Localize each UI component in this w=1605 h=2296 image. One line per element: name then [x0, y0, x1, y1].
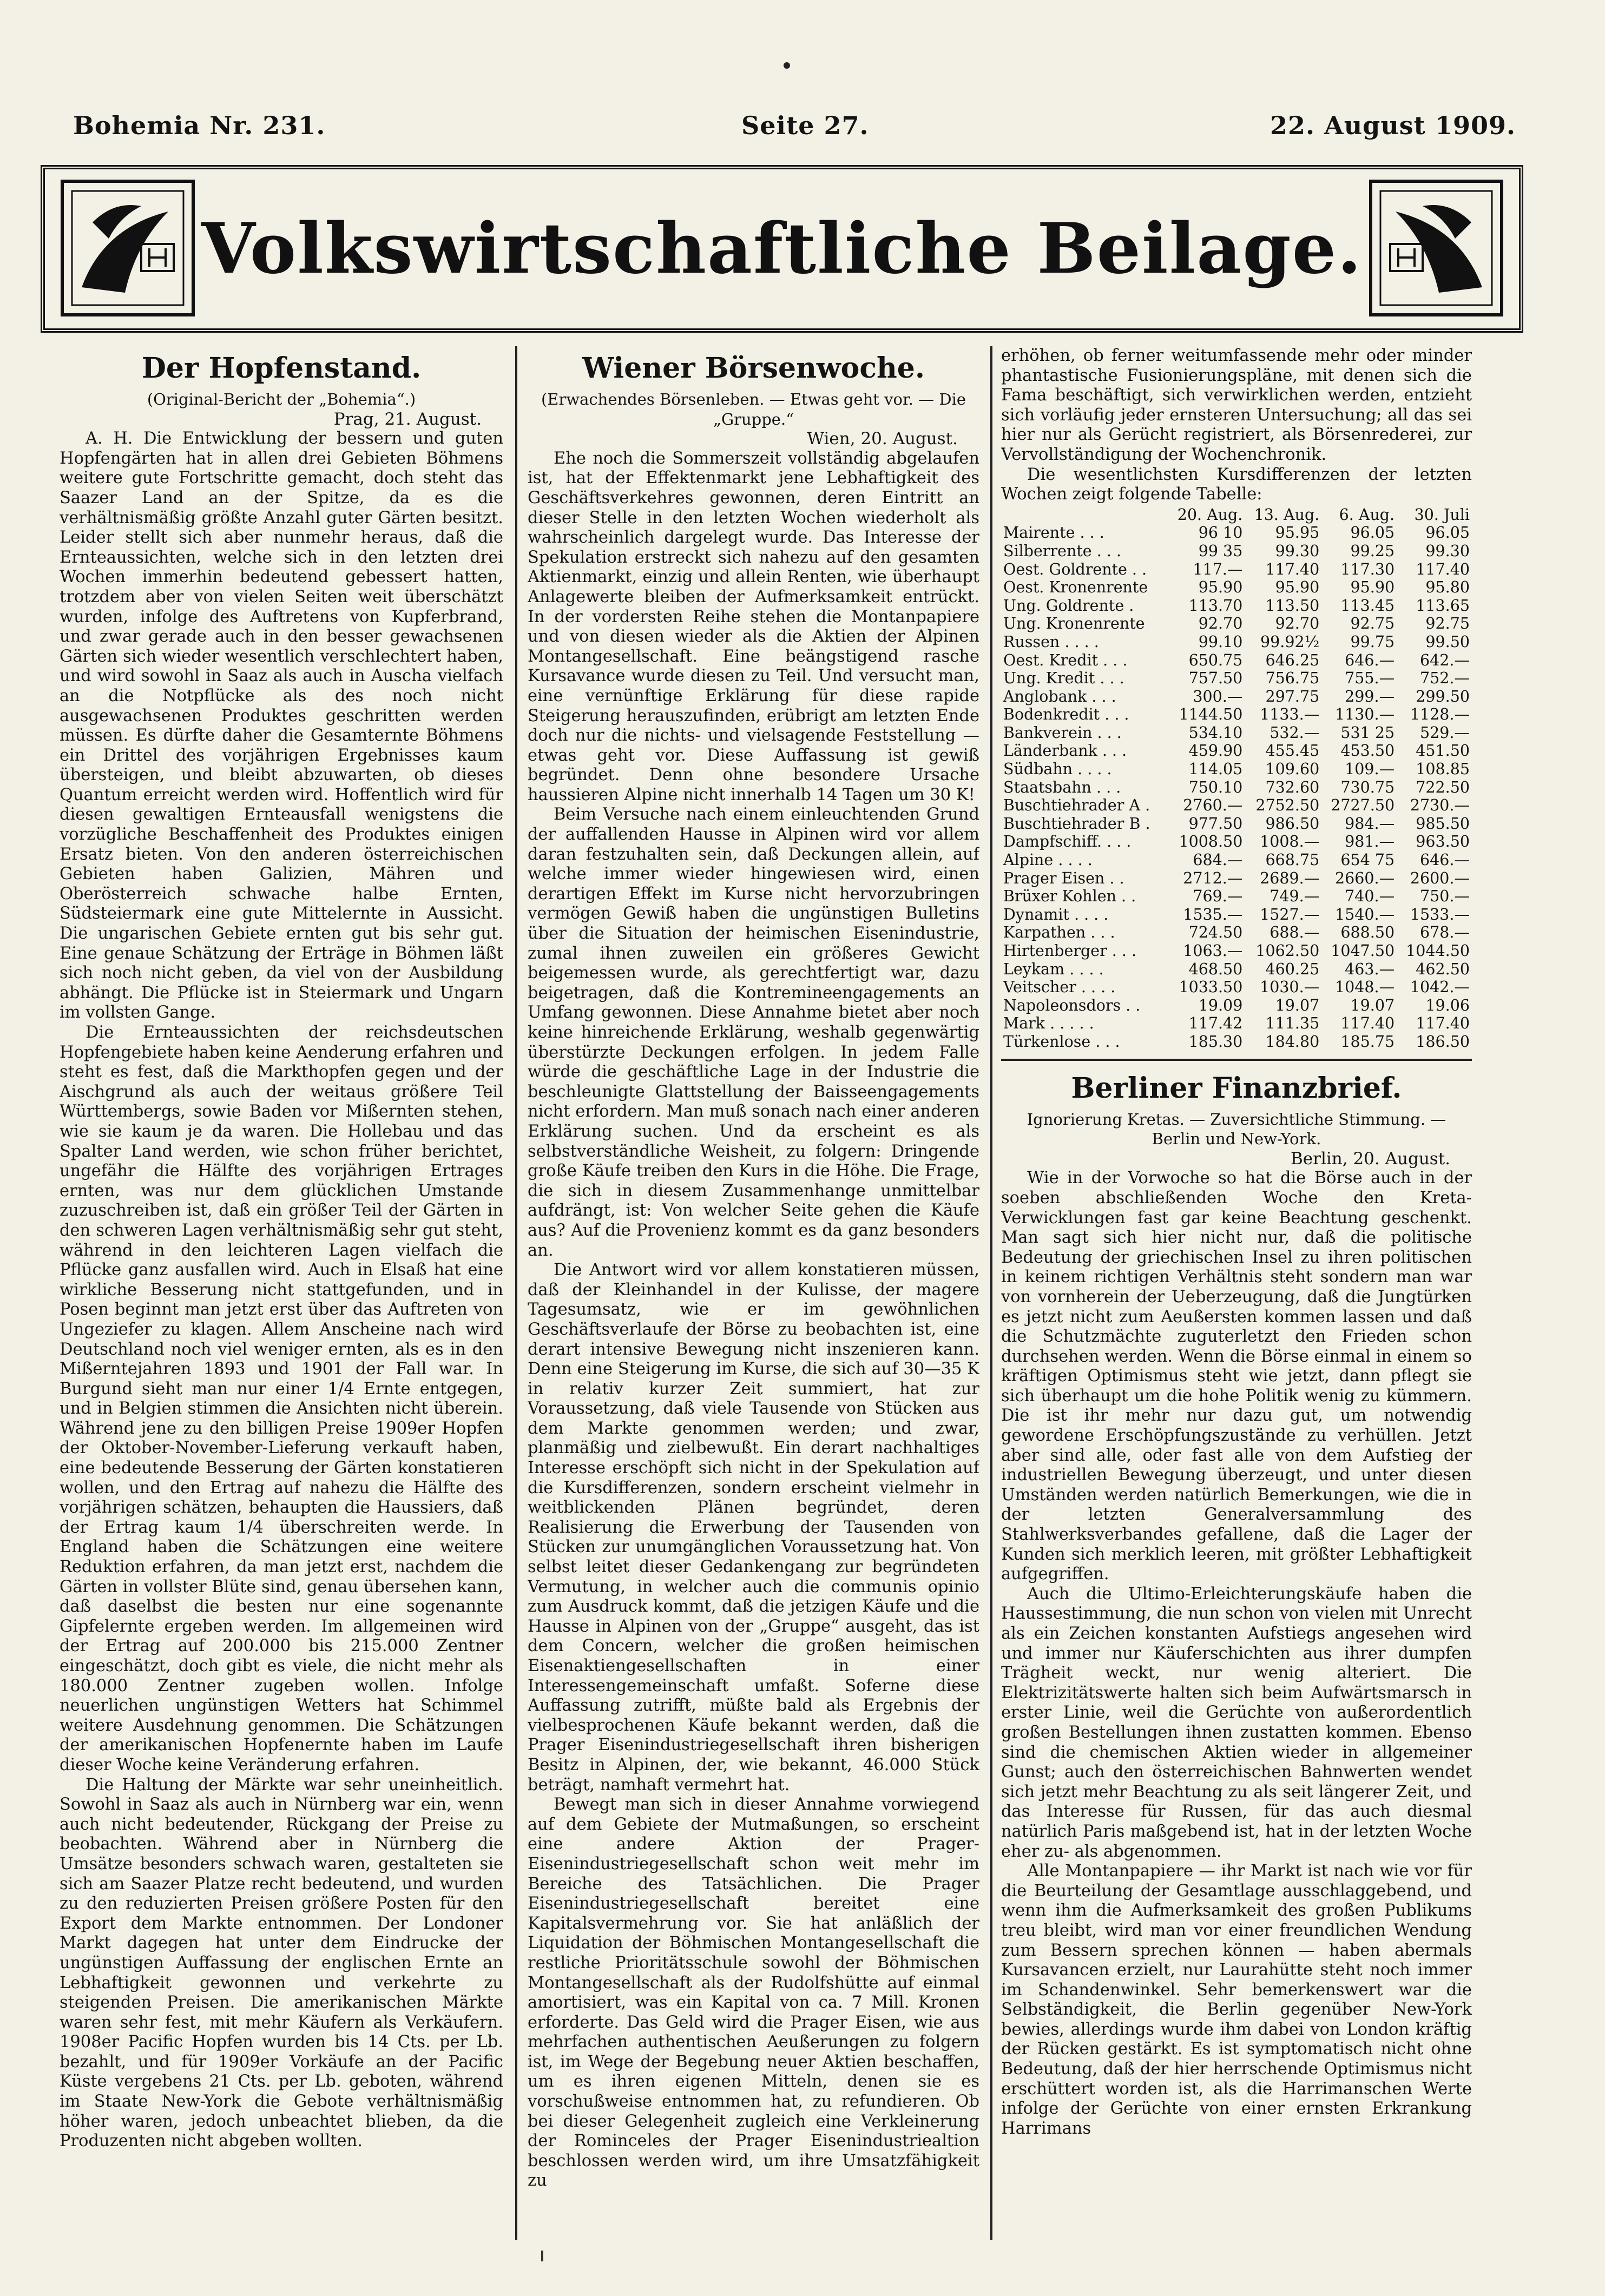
price-cell: 468.50 — [1188, 960, 1243, 978]
table-row — [1001, 906, 1472, 924]
price-cell: 534.10 — [1188, 723, 1243, 742]
price-cell: 185.75 — [1340, 1032, 1395, 1051]
security-name: Dampfschiff. . . . — [1003, 833, 1132, 851]
price-cell: 688.— — [1269, 923, 1320, 942]
price-cell: 2660.— — [1335, 869, 1395, 887]
table-row — [1001, 1033, 1472, 1051]
table-row — [1001, 815, 1472, 833]
table-row — [1001, 833, 1472, 851]
price-cell: 92.70 — [1275, 615, 1320, 633]
price-cell: 1030.— — [1260, 978, 1320, 997]
price-cell: 688.50 — [1340, 923, 1395, 942]
price-cell: 184.80 — [1265, 1032, 1320, 1051]
issue-number: Bohemia Nr. 231. — [73, 111, 326, 140]
price-cell: 95.90 — [1198, 578, 1243, 597]
price-cell: 1048.— — [1335, 978, 1395, 997]
price-cell: 186.50 — [1416, 1032, 1470, 1051]
price-cell: 2689.— — [1260, 869, 1320, 887]
price-cell: 750.— — [1420, 887, 1470, 906]
table-row — [1001, 942, 1472, 960]
table-row — [1001, 705, 1472, 724]
table-row — [1001, 651, 1472, 670]
price-cell: 99.30 — [1425, 542, 1470, 560]
table-row — [1001, 578, 1472, 597]
price-cell: 1008.50 — [1179, 833, 1243, 851]
ornament-left-icon — [60, 179, 195, 317]
price-cell: 96.05 — [1425, 524, 1470, 542]
article-dateline: Berlin, 20. August. — [1291, 1149, 1450, 1169]
article-paragraph: Auch die Ultimo-Erleichterungskäufe haben die Haussestimmung, die nun schon von vielen mit Unrecht als ein Zeichen konstanten Aufstiegs angesehen wird und immer nur Käuferschichten aus ihrer dumpfen Trägheit weckt, nur wenig alteriert. Die Elektrizitätswerte halten sich beim Aufwärtsmarsch in erster Linie, weil die Gerüchte von außerordentlich großen Bestellungen ihnen zustatten kommen. Ebenso sind die chemischen Aktien wieder in allgemeiner Gunst; auch den österreichischen Bahnwerten wendet sich jetzt mehr Beachtung zu als seit längerer Zeit, und das Interesse für Russen, für das auch diesmal natürlich Paris maßgebend ist, hat in der letzten Woche eher zu- als abgenommen. — [1001, 1584, 1472, 1861]
price-cell: 755.— — [1345, 669, 1395, 688]
price-cell: 92.75 — [1425, 615, 1470, 633]
price-cell: 92.70 — [1198, 615, 1243, 633]
article-subtitle: Ignorierung Kretas. — Zuversichtliche Stimmung. — Berlin und New-York. — [1027, 1110, 1446, 1149]
security-name: Alpine . . . . — [1003, 851, 1093, 869]
security-name: Türkenlose . . . — [1003, 1032, 1120, 1051]
security-name: Buschtiehrader B . — [1003, 814, 1150, 833]
security-name: Leykam . . . . — [1003, 960, 1104, 978]
price-cell: 756.75 — [1265, 669, 1320, 688]
table-row — [1001, 742, 1472, 760]
page-number: Seite 27. — [741, 111, 869, 140]
price-cell: 453.50 — [1340, 742, 1395, 760]
price-cell: 1535.— — [1183, 905, 1243, 923]
table-row — [1001, 669, 1472, 688]
price-cell: 646.— — [1345, 651, 1395, 669]
price-cell: 299.— — [1345, 687, 1395, 705]
price-cell: 752.— — [1420, 669, 1470, 688]
price-cell: 1128.— — [1410, 705, 1470, 724]
article-paragraph: Die Antwort wird vor allem konstatieren müssen, daß der Kleinhandel in der Kulisse, der magere Tagesumsatz, wie er im gewöhnlichen Geschäftsverlaufe der Börse zu beobachten ist, eine derart intensive Bewegung nicht inszenieren kann. Denn eine Steigerung im Kurse, die sich auf 30—35 K in relativ kurzer Zeit summiert, hat zur Voraussetzung, daß viele Tausende von Stücken aus dem Markte genommen werden; und zwar, planmäßig und zielbewußt. Ein derart nachhaltiges Interesse erschöpft sich nicht in der Spekulation auf die Kursdifferenzen, sondern erscheint vielmehr in weitblickenden Plänen begründet, deren Realisierung die Erwerbung der Tausenden von Stücken zur unumgänglichen Voraussetzung hat. Von selbst leitet dieser Gedankengang zur begründeten Vermutung, in welcher auch die communis opinio zum Ausdruck kommt, daß die jetzigen Käufe und die Hausse in Alpinen von der „Gruppe“ ausgeht, das ist dem Concern, welcher die großen heimischen Eisenaktiengesellschaften in einer Interessengemeinschaft umfaßt. Soferne diese Auffassung zutrifft, müßte bald als Ergebnis der vielbesprochenen Käufe bekannt werden, daß die Prager Eisenindustriegesellschaft ihren bisherigen Besitz in Alpinen, der, wie bekannt, 46.000 Stück beträgt, namhaft vermehrt hat. — [528, 1261, 979, 1794]
price-cell: 19.07 — [1350, 996, 1395, 1014]
article-paragraph: Die Ernteaussichten der reichsdeutschen Hopfengebiete haben keine Aenderung erfahren und steht es fest, daß die Markthopfen gegen und der Aischgrund als auch der weitaus größere Teil Württembergs, sowie Baden vor Mißernten stehen, wie sie kaum je da waren. Die Hollebau und das Spalter Land werden, wie schon früher berichtet, ungefähr die Hälfte des vorjährigen Ertrages ernten, was nur dem glücklichen Umstande zuzuschreiben ist, daß ein größer Teil der Gärten in den schweren Lagen verhältnismäßig sehr gut steht, während in den leichteren Lagen vielfach die Pflücke ganz ausfallen wird. Auch in Elsaß hat eine wirkliche Besserung nicht stattgefunden, und in Posen beginnt man jetzt erst über das Auftreten von Ungeziefer zu klagen. Allem Anscheine nach wird Deutschland noch viel weniger ernten, als es in den Mißerntejahren 1893 und 1901 der Fall war. In Burgund sieht man nur einer 1/4 Ernte entgegen, und in Belgien stimmen die Ansichten nicht überein. Während jene zu den billigen Preise 1909er Hopfen der Oktober-November-Lieferung verkauft haben, eine bedeutende Besserung der Gärten konstatieren wollen, und den Ertrag auf nahezu die Hälfte des vorjährigen schätzen, behaupten die Haussiers, daß der Ertrag kaum 1/4 überschreiten werde. In England haben die Schätzungen eine weitere Reduktion erfahren, da man jetzt erst, nachdem die Gärten in vollster Blüte sind, genau übersehen kann, daß daselbst die besten nur eine sogenannte Gipfelernte ergeben werden. Im allgemeinen wird der Ertrag auf 200.000 bis 215.000 Zentner eingeschätzt, doch gibt es viele, die nicht mehr als 180.000 Zentner zugeben wollen. Infolge neuerlichen ungünstigen Wetters hat Schimmel weitere Ausdehnung genommen. Die Schätzungen der amerikanischen Hopfenernte haben im Laufe dieser Woche keine Veränderung erfahren. — [60, 1023, 503, 1774]
price-cell: 460.25 — [1265, 960, 1320, 978]
table-row — [1001, 869, 1472, 888]
price-cell: 113.65 — [1416, 596, 1470, 615]
price-cell: 529.— — [1420, 723, 1470, 742]
price-cell: 459.90 — [1188, 742, 1243, 760]
price-cell: 977.50 — [1188, 814, 1243, 833]
table-body — [1001, 524, 1472, 1051]
print-mark — [784, 62, 790, 69]
price-cell: 642.— — [1420, 651, 1470, 669]
article-paragraph: Bewegt man sich in dieser Annahme vorwiegend auf dem Gebiete der Mutmaßungen, so erscheint eine andere Aktion der Prager-Eisenindustriegesellschaft schon weit mehr im Bereiche des Tatsächlichen. Die Prager Eisenindustriegesellschaft bereitet eine Kapitalsvermehrung vor. Sie hat anläßlich der Liquidation der Böhmischen Montangesellschaft die restliche Prioritätsschule sowohl der Böhmischen Montangesellschaft als der Rudolfshütte auf einmal amortisiert, was ein Kapital von ca. 7 Mill. Kronen erforderte. Das Geld wird die Prager Eisen, wie aus mehrfachen authentischen Aeußerungen zu folgern ist, im Wege der Begebung neuer Aktien beschaffen, um es ihren eigenen Mitteln, denen sie es vorschußweise entnommen hat, zu refundieren. Ob bei dieser Gelegenheit zugleich eine Verkleinerung der Rominceles der Prager Eisenindustriealtion beschlossen werden wird, um ihre Umsatzfähigkeit zu — [528, 1795, 979, 2191]
table-row — [1001, 887, 1472, 906]
ornament-right-icon — [1369, 179, 1504, 317]
price-cell: 730.75 — [1340, 778, 1395, 796]
price-cell: 1063.— — [1183, 942, 1243, 960]
security-name: Veitscher . . . . — [1003, 978, 1116, 997]
table-row — [1001, 633, 1472, 651]
table-row — [1001, 760, 1472, 778]
security-name: Silberrente . . . — [1003, 542, 1122, 560]
price-cell: 113.50 — [1265, 596, 1320, 615]
security-name: Oest. Kredit . . . — [1003, 651, 1128, 669]
price-cell: 750.10 — [1188, 778, 1243, 796]
price-cell: 1130.— — [1335, 705, 1395, 724]
section-masthead — [41, 165, 1523, 333]
article-headline: Der Hopfenstand. — [141, 352, 422, 385]
price-cell: 299.50 — [1416, 687, 1470, 705]
article-vienna-exchange — [528, 346, 979, 2234]
price-cell: 1047.50 — [1331, 942, 1395, 960]
price-cell: 2712.— — [1183, 869, 1243, 887]
price-cell: 678.— — [1420, 923, 1470, 942]
price-cell: 455.45 — [1265, 742, 1320, 760]
table-row — [1001, 778, 1472, 797]
price-cell: 117.42 — [1188, 1014, 1243, 1033]
price-cell: 95.95 — [1275, 524, 1320, 542]
price-cell: 981.— — [1345, 833, 1395, 851]
table-header: 6. Aug. — [1339, 505, 1395, 524]
price-cell: 99 35 — [1198, 542, 1243, 560]
price-cell: 684.— — [1193, 851, 1243, 869]
price-cell: 740.— — [1345, 887, 1395, 906]
price-cell: 99.92½ — [1260, 632, 1320, 651]
price-cell: 19.07 — [1275, 996, 1320, 1014]
price-cell: 757.50 — [1188, 669, 1243, 688]
price-cell: 650.75 — [1188, 651, 1243, 669]
table-row — [1001, 724, 1472, 742]
article-dateline: Prag, 21. August. — [333, 409, 482, 429]
column-rule — [990, 346, 992, 2240]
table-row — [1001, 524, 1472, 542]
price-cell: 96.05 — [1350, 524, 1395, 542]
table-row — [1001, 560, 1472, 579]
price-cell: 117.40 — [1416, 560, 1470, 578]
security-name: Brüxer Kohlen . . — [1003, 887, 1136, 906]
price-cell: 99.25 — [1350, 542, 1395, 560]
price-cell: 1042.— — [1410, 978, 1470, 997]
column-rule — [515, 346, 517, 2240]
price-cell: 95.90 — [1275, 578, 1320, 597]
price-cell: 117.40 — [1340, 1014, 1395, 1033]
table-row — [1001, 960, 1472, 979]
security-name: Ung. Goldrente . — [1003, 596, 1134, 615]
article-paragraph: Ehe noch die Sommerszeit vollständig abgelaufen ist, hat der Effektenmarkt jene Lebhaftigkeit des Geschäftsverkehres gewonnen, deren Eintritt an dieser Stelle in den letzten Wochen wiederholt als wahrscheinlich dargelegt wurde. Das Interesse der Spekulation erstreckt sich nahezu auf den gesamten Aktienmarkt, einzig und allein Renten, wie überhaupt Anlagewerte bleiben der Aufmerksamkeit entrückt. In der vordersten Reihe stehen die Montanpapiere und von diesen wieder als die Aktien der Alpinen Montangesellschaft. Eine beängstigend rasche Kursavance wurde diesen zu Teil. Und versucht man, eine vernünftige Erklärung für diese rapide Steigerung herauszufinden, erübrigt am letzten Ende doch nur die nichts- und vielsagende Feststellung — etwas geht vor. Diese Auffassung ist gewiß begründet. Denn ohne besondere Ursache haussieren Alpine nicht innerhalb 14 Tagen um 30 K! — [528, 448, 979, 804]
article-paragraph: Die wesentlichsten Kursdifferenzen der letzten Wochen zeigt folgende Tabelle: — [1001, 465, 1472, 504]
price-cell: 114.05 — [1188, 760, 1243, 778]
article-subtitle: (Erwachendes Börsenleben. — Etwas geht vor. — Die „Gruppe.“ — [541, 390, 966, 428]
security-name: Mairente . . . — [1003, 524, 1104, 542]
price-cell: 985.50 — [1416, 814, 1470, 833]
price-cell: 95.80 — [1425, 578, 1470, 597]
article-paragraph: Wie in der Vorwoche so hat die Börse auch in der soeben abschließenden Woche den Kreta-Verwicklungen fast gar keine Beachtung geschenkt. Man sagt sich hier nicht nur, daß die politische Bedeutung der griechischen Insel zu ihren politischen in keinem richtigen Verhältnis steht sondern man war von vornherein der Ueberzeugung, daß die Jungtürken es jetzt nicht zum Aeußersten kommen lassen und daß die Schutzmächte zuguterletzt den Frieden schon durchsehen werden. Wenn die Börse einmal in einem so kräftigen Optimismus steht wie jetzt, dann pflegt sie sich überhaupt um die hohe Politik wenig zu kümmern. Die ist ihr mehr nur dazu gut, um notwendig gewordene Erschöpfungszustände zu verhüllen. Jetzt aber sind alle, oder fast alle von dem Aufstieg der industriellen Bewegung überzeugt, und unter diesen Umständen werden natürlich Bemerkungen, wie die in der letzten Generalversammlung des Stahlwerksverbandes gefallene, daß die Lager der Kunden sich merklich leeren, mit größter Lebhaftigkeit aufgegriffen. — [1001, 1169, 1472, 1584]
price-cell: 117.— — [1193, 560, 1243, 578]
table-header — [1001, 506, 1168, 524]
price-cell: 113.70 — [1188, 596, 1243, 615]
price-cell: 113.45 — [1340, 596, 1395, 615]
table-header-row — [1001, 506, 1472, 524]
price-cell: 2760.— — [1183, 796, 1243, 815]
price-cell: 1033.50 — [1179, 978, 1243, 997]
price-cell: 99.30 — [1275, 542, 1320, 560]
price-cell: 2730.— — [1410, 796, 1470, 815]
article-subtitle: (Original-Bericht der „Bohemia“.) — [147, 390, 416, 408]
price-cell: 1540.— — [1335, 905, 1395, 923]
price-cell: 92.75 — [1350, 615, 1395, 633]
price-cell: 99.10 — [1198, 632, 1243, 651]
security-name: Bodenkredit . . . — [1003, 705, 1129, 724]
price-cell: 1133.— — [1260, 705, 1320, 724]
security-name: Ung. Kronenrente — [1003, 615, 1145, 633]
table-row — [1001, 597, 1472, 615]
article-continuation-and-berlin — [1001, 346, 1472, 2234]
issue-date: 22. August 1909. — [1270, 111, 1516, 140]
price-cell: 108.85 — [1416, 760, 1470, 778]
security-name: Russen . . . . — [1003, 632, 1099, 651]
security-name: Mark . . . . . — [1003, 1014, 1094, 1033]
price-cell: 1527.— — [1260, 905, 1320, 923]
security-name: Oest. Kronenrente — [1003, 578, 1148, 597]
table-header: 13. Aug. — [1254, 505, 1320, 524]
section-divider — [1001, 1059, 1472, 1061]
price-cell: 532.— — [1269, 723, 1320, 742]
article-paragraph: A. H. Die Entwicklung der bessern und guten Hopfengärten hat in allen drei Gebieten Böhmens weitere gute Fortschritte gemacht, doch steht das Saazer Land an der Spitze, da es die verhältnismäßig größte Anzahl guter Gärten besitzt. Leider stellt sich aber nunmehr heraus, daß die Ernteaussichten, welche sich in den letzten drei Wochen immerhin bedeutend gebessert hatten, trotzdem aber von vielen Seiten weit überschätzt wurden, infolge des Auftretens von Kupferbrand, und zwar gerade auch in den besser gewachsenen Gärten sich wieder wesentlich verschlechtert haben, und wird sowohl in Saaz als auch in Auscha vielfach an die Notpflücke als des noch nicht ausgewachsenen Produktes geschritten werden müssen. Es dürfte daher die Gesamternte Böhmens ein Drittel des vorjährigen Ergebnisses kaum übersteigen, und bleibt abzuwarten, ob dieses Quantum erreicht werden wird. Hoffentlich wird für diesen gewaltigen Ernteausfall wenigstens die vorzügliche Beschaffenheit des Produktes einigen Ersatz bieten. Von den anderen österreichischen Gebieten haben Galizien, Mähren und Oberösterreich schwache halbe Ernten, Südsteiermark eine gute Mittelernte in Aussicht. Die ungarischen Gebiete ernten gut bis sehr gut. Eine genaue Schätzung der Erträge in Böhmen läßt sich noch nicht geben, da viel von der Ausbildung abhängt. Die Pflücke ist in Steiermark und Ungarn im vollsten Gange. — [60, 429, 503, 1022]
security-name: Anglobank . . . — [1003, 687, 1116, 705]
price-cell: 668.75 — [1265, 851, 1320, 869]
price-cell: 109.60 — [1265, 760, 1320, 778]
price-cell: 724.50 — [1188, 923, 1243, 942]
article-headline: Wiener Börsenwoche. — [582, 352, 925, 385]
price-cell: 531 25 — [1340, 723, 1395, 742]
table-row — [1001, 997, 1472, 1015]
price-cell: 722.50 — [1416, 778, 1470, 796]
security-name: Napoleonsdors . . — [1003, 996, 1141, 1014]
price-cell: 96 10 — [1198, 524, 1243, 542]
article-hop-report — [60, 346, 503, 2234]
price-cell: 451.50 — [1416, 742, 1470, 760]
table-row — [1001, 923, 1472, 942]
price-cell: 749.— — [1269, 887, 1320, 906]
table-header: 30. Juli — [1414, 505, 1470, 524]
security-name: Oest. Goldrente . . — [1003, 560, 1147, 578]
price-cell: 2600.— — [1410, 869, 1470, 887]
table-row — [1001, 796, 1472, 815]
security-name: Bankverein . . . — [1003, 723, 1122, 742]
price-cell: 462.50 — [1416, 960, 1470, 978]
table-row — [1001, 615, 1472, 633]
article-paragraph: Die Haltung der Märkte war sehr uneinheitlich. Sowohl in Saaz als auch in Nürnberg war ein, wenn auch nicht bedeutender, Rückgang der Preise zu beobachten. Während aber in Nürnberg die Umsätze besonders schwach waren, gestalteten sie sich am Saazer Platze recht bedeutend, und wurden zu den reduzierten Preisen größere Posten für den Export dem Markte entnommen. Der Londoner Markt dagegen hat unter dem Eindrucke der ungünstigen Auffassung der englischen Ernte an Lebhaftigkeit gewonnen und verkehrte zu steigenden Preisen. Die amerikanischen Märkte waren sehr fest, mit mehr Käufern als Verkäufern. 1908er Pacific Hopfen wurden bis 14 Cts. per Lb. bezahlt, und für 1909er Vorkäufe an der Pacific Küste vergebens 21 Cts. per Lb. geboten, während im Staate New-York die Gebote verhältnismäßig höher waren, jedoch unbeachtet blieben, da die Produzenten nicht abgeben wollten. — [60, 1775, 503, 2151]
security-name: Länderbank . . . — [1003, 742, 1127, 760]
security-name: Karpathen . . . — [1003, 923, 1115, 942]
print-mark — [541, 2251, 543, 2261]
price-cell: 297.75 — [1265, 687, 1320, 705]
price-cell: 646.— — [1420, 851, 1470, 869]
price-cell: 99.50 — [1425, 632, 1470, 651]
price-cell: 769.— — [1193, 887, 1243, 906]
price-cell: 2752.50 — [1255, 796, 1320, 815]
security-name: Dynamit . . . . — [1003, 905, 1109, 923]
price-cell: 95.90 — [1350, 578, 1395, 597]
article-dateline: Wien, 20. August. — [807, 429, 958, 449]
price-cell: 1144.50 — [1179, 705, 1243, 724]
table-header: 20. Aug. — [1177, 505, 1243, 524]
table-row — [1001, 1014, 1472, 1033]
article-paragraph: erhöhen, ob ferner weitumfassende mehr oder minder phantastische Fusionierungspläne, mit denen sich die Fama beschäftigt, sich verwirklichen werden, entzieht sich vorläufig jeder ernsteren Untersuchung; all das sei hier nur als Gerücht registriert, als Börsenrederei, zur Vervollständigung der Wochenchronik. — [1001, 346, 1472, 464]
article-paragraph: Beim Versuche nach einem einleuchtenden Grund der auffallenden Hausse in Alpinen wird vor allem daran festzuhalten sein, daß Deckungen allein, auf welche immer wieder hingewiesen wird, einen derartigen Effekt im Kurse nicht hervorzubringen vermögen Gewiß haben die ungünstigen Bulletins über die Situation der heimischen Eisenindustrie, zumal ihnen zuweilen ein größeres Gewicht beigemessen wurde, als gerechtfertigt war, dazu beigetragen, daß die Kontremineengagements an Umfang gewonnen. Diese Annahme bietet aber noch keine hinreichende Erklärung, weshalb gegenwärtig überstürzte Deckungen erfolgen. In jedem Falle würde die geschäftliche Lage in der Industrie die beschleunigte Glattstellung der Baisseengagements nicht erfordern. Man muß sonach nach einer anderen Erklärung suchen. Und da erscheint es als selbstverständliche Weisheit, zu folgern: Dringende große Käufe treiben den Kurs in die Höhe. Die Frage, die sich in diesem Zusammenhange unmittelbar aufdrängt, ist: Von welcher Seite gehen die Käufe aus? Auf die Provenienz kommt es da ganz besonders an. — [528, 805, 979, 1260]
price-cell: 111.35 — [1265, 1014, 1320, 1033]
article-headline: Berliner Finanzbrief. — [1071, 1071, 1402, 1105]
price-cell: 984.— — [1345, 814, 1395, 833]
price-cell: 185.30 — [1188, 1032, 1243, 1051]
price-cell: 963.50 — [1416, 833, 1470, 851]
price-cell: 1533.— — [1410, 905, 1470, 923]
price-cell: 654 75 — [1340, 851, 1395, 869]
price-cell: 646.25 — [1265, 651, 1320, 669]
table-row — [1001, 851, 1472, 869]
price-cell: 117.30 — [1340, 560, 1395, 578]
price-cell: 2727.50 — [1331, 796, 1395, 815]
price-cell: 463.— — [1345, 960, 1395, 978]
price-cell: 1044.50 — [1406, 942, 1470, 960]
article-paragraph: Alle Montanpapiere — ihr Markt ist nach wie vor für die Beurteilung der Gesamtlage ausschlaggebend, und wenn ihm die Aufmerksamkeit des großen Publikums treu bleibt, wird man vor einer freundlichen Wendung zum Bessern sprechen können — haben abermals Kursavancen erzielt, nur Laurahütte steht noch immer im Schandenwinkel. Sehr bemerkenswert war die Selbständigkeit, die Berlin gegenüber New-York bewies, allerdings wurde ihm dabei von London kräftig der Rücken gestärkt. Es ist symptomatisch nicht ohne Bedeutung, daß der hier herrschende Optimismus nicht erschüttert worden ist, als die Harrimanschen Werte infolge der Gerüchte von einer ernsten Erkrankung Harrimans — [1001, 1862, 1472, 2138]
price-cell: 732.60 — [1265, 778, 1320, 796]
security-name: Staatsbahn . . . — [1003, 778, 1121, 796]
price-cell: 1062.50 — [1255, 942, 1320, 960]
price-cell: 117.40 — [1416, 1014, 1470, 1033]
price-cell: 986.50 — [1265, 814, 1320, 833]
section-title: Volkswirtschaftliche Beilage. — [201, 208, 1363, 289]
table-row — [1001, 978, 1472, 997]
price-table — [1001, 506, 1472, 1051]
security-name: Buschtiehrader A . — [1003, 796, 1150, 815]
security-name: Prager Eisen . . — [1003, 869, 1124, 887]
price-cell: 19.09 — [1198, 996, 1243, 1014]
price-cell: 117.40 — [1265, 560, 1320, 578]
price-cell: 99.75 — [1350, 632, 1395, 651]
price-cell: 19.06 — [1425, 996, 1470, 1014]
table-row — [1001, 542, 1472, 560]
security-name: Hirtenberger . . . — [1003, 942, 1137, 960]
table-row — [1001, 688, 1472, 706]
price-cell: 300.— — [1193, 687, 1243, 705]
security-name: Ung. Kredit . . . — [1003, 669, 1124, 688]
price-cell: 109.— — [1345, 760, 1395, 778]
security-name: Südbahn . . . . — [1003, 760, 1112, 778]
price-cell: 1008.— — [1260, 833, 1320, 851]
